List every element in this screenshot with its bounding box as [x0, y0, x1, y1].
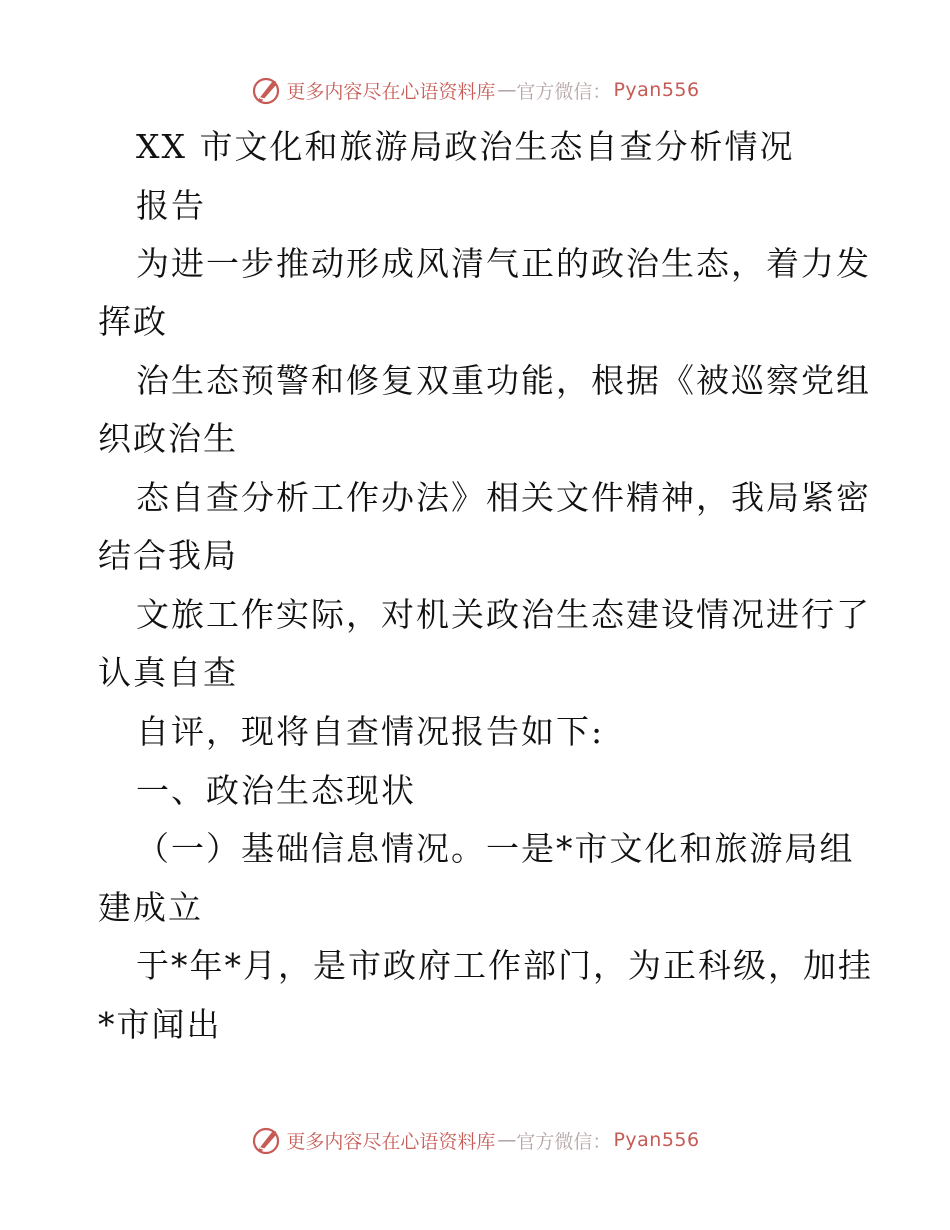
- document-title-continued: 报告: [136, 186, 206, 225]
- section-heading: 一、政治生态现状: [136, 771, 416, 810]
- footer-watermark: [0, 1120, 950, 1160]
- quill-pen-logo-icon: [250, 74, 282, 106]
- watermark-text: 更多内容尽在心语资料库: [286, 1130, 496, 1153]
- header-watermark: [0, 70, 950, 110]
- paragraph-line: 治生态预警和修复双重功能，根据《被巡察党组: [136, 361, 871, 400]
- quill-pen-logo-icon: [250, 1124, 282, 1156]
- paragraph-line: 文旅工作实际，对机关政治生态建设情况进行了: [136, 595, 871, 634]
- paragraph-line: 挥政: [98, 302, 168, 341]
- paragraph-line: （一）基础信息情况。一是*市文化和旅游局组: [136, 829, 855, 868]
- watermark-wechat-id: Pyan556: [613, 1129, 700, 1151]
- watermark-wechat-id: Pyan556: [613, 79, 700, 101]
- document-title: XX 市文化和旅游局政治生态自查分析情况: [136, 127, 795, 166]
- watermark-separator: —: [497, 79, 515, 101]
- watermark-text: 更多内容尽在心语资料库: [286, 80, 496, 103]
- watermark-wechat-label: 官方微信：: [516, 1130, 612, 1153]
- paragraph-line: 织政治生: [98, 419, 238, 458]
- paragraph-line: 于*年*月，是市政府工作部门，为正科级，加挂: [136, 946, 873, 985]
- paragraph-line: 认真自查: [98, 653, 238, 692]
- paragraph-line: 为进一步推动形成风清气正的政治生态，着力发: [136, 244, 871, 283]
- paragraph-line: 结合我局: [98, 536, 238, 575]
- paragraph-line: 自评，现将自查情况报告如下:: [136, 712, 605, 751]
- paragraph-line: 态自查分析工作办法》相关文件精神，我局紧密: [136, 478, 871, 517]
- watermark-wechat-label: 官方微信：: [516, 80, 612, 103]
- paragraph-line: 建成立: [98, 888, 203, 927]
- paragraph-line: *市闻出: [98, 1005, 222, 1044]
- watermark-separator: —: [497, 1129, 515, 1151]
